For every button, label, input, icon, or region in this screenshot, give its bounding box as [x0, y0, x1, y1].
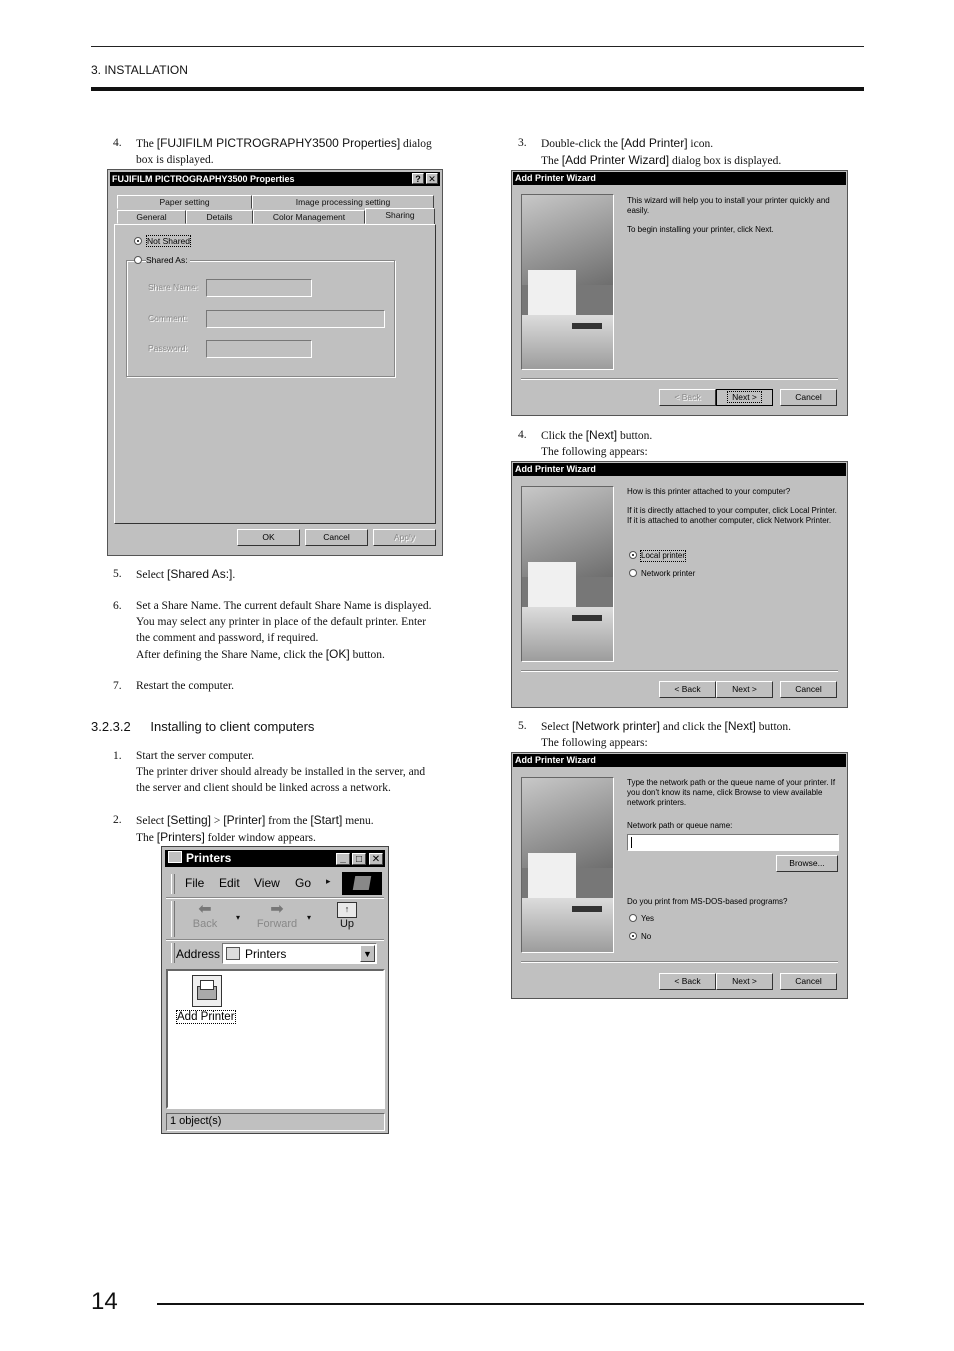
- status-text: 1 object(s): [170, 1115, 222, 1127]
- step-number: 5.: [518, 720, 527, 732]
- wizard-intro-text: This wizard will help you to install your printer quickly and easily.: [627, 196, 830, 215]
- text: from the: [265, 815, 311, 827]
- separator: [521, 961, 838, 963]
- wizard-printer-image: [521, 194, 614, 370]
- password-input[interactable]: [206, 340, 312, 358]
- text: box is displayed.: [136, 154, 214, 166]
- text: After defining the Share Name, click the: [136, 649, 326, 661]
- text: Double-click the: [541, 138, 621, 150]
- back-button[interactable]: < Back: [659, 681, 716, 698]
- toolbar-grip: [171, 901, 175, 937]
- text: menu.: [342, 815, 374, 827]
- shared-as-label: Shared As:: [146, 255, 188, 265]
- dialog-title: FUJIFILM PICTROGRAPHY3500 Properties: [112, 174, 295, 184]
- tab-general[interactable]: General: [117, 210, 186, 224]
- back-button[interactable]: < Back: [659, 389, 716, 406]
- address-label: Address: [176, 947, 221, 961]
- menu-go[interactable]: Go: [295, 876, 312, 890]
- printers-window: [161, 846, 389, 1134]
- add-printer-label[interactable]: Add Printer: [177, 1011, 235, 1023]
- text: .: [232, 569, 236, 581]
- network-path-input[interactable]: [627, 834, 839, 851]
- ms-dos-question: Do you print from MS-DOS-based programs?: [627, 897, 788, 906]
- radio-network-printer[interactable]: [629, 569, 637, 577]
- text: Click the: [541, 430, 586, 442]
- add-printer-wizard-3: [511, 752, 848, 999]
- separator: [166, 897, 384, 899]
- subsection-number: 3.2.3.2: [91, 719, 131, 734]
- step-number: 5.: [113, 568, 122, 580]
- step-number: 7.: [113, 680, 122, 692]
- ui-reference: [OK]: [325, 647, 350, 661]
- text: >: [211, 815, 224, 827]
- comment-label: Comment:: [148, 313, 188, 323]
- text: the server and client should be linked across a network.: [136, 782, 391, 794]
- up-folder-icon: ↑: [337, 902, 357, 918]
- subsection-heading: [91, 719, 314, 734]
- back-label: Back: [192, 918, 218, 930]
- wizard-title: Add Printer Wizard: [515, 464, 596, 474]
- no-label: No: [641, 932, 652, 941]
- wizard-begin-text: To begin installing your printer, click Next.: [627, 225, 774, 234]
- text-cursor: [631, 837, 632, 848]
- step-number: 2.: [113, 814, 122, 826]
- browse-button[interactable]: Browse...: [776, 855, 838, 872]
- cancel-button[interactable]: Cancel: [305, 529, 368, 546]
- ok-button[interactable]: OK: [237, 529, 300, 546]
- forward-dropdown-icon[interactable]: ▾: [307, 913, 312, 922]
- tab-sharing[interactable]: Sharing: [365, 208, 435, 224]
- text: dialog box is displayed.: [669, 155, 782, 167]
- text: The following appears:: [541, 737, 648, 749]
- address-dropdown-icon[interactable]: ▼: [360, 945, 375, 962]
- text: dialog: [400, 138, 432, 150]
- text: The following appears:: [541, 446, 648, 458]
- header-top-rule: [91, 46, 864, 47]
- menu-file[interactable]: File: [185, 876, 205, 890]
- ui-reference: [Network printer]: [571, 719, 661, 733]
- add-printer-wizard-2: [511, 461, 848, 708]
- back-arrow-icon: ⬅: [198, 901, 212, 918]
- address-grip: [171, 943, 175, 963]
- cancel-button[interactable]: Cancel: [780, 973, 837, 990]
- not-shared-label: Not Shared: [147, 236, 190, 246]
- radio-shared-as[interactable]: [134, 256, 142, 264]
- text: button.: [755, 721, 792, 733]
- next-button[interactable]: [716, 389, 773, 406]
- minimize-icon[interactable]: _: [336, 853, 350, 865]
- network-printer-label: Network printer: [641, 569, 696, 578]
- printer-folder-icon: [168, 851, 182, 863]
- footer-rule: [157, 1303, 864, 1305]
- radio-yes[interactable]: [629, 914, 637, 922]
- radio-no[interactable]: [629, 932, 637, 940]
- window-title: Printers: [186, 851, 232, 865]
- wizard-titlebar: [513, 754, 846, 767]
- step-number: 1.: [113, 750, 122, 762]
- text: You may select any printer in place of the default printer. Enter: [136, 616, 427, 628]
- radio-not-shared[interactable]: [134, 237, 142, 245]
- wizard-title: Add Printer Wizard: [515, 173, 596, 183]
- ui-reference: [Next]: [585, 428, 618, 442]
- help-icon[interactable]: ?: [412, 173, 424, 184]
- share-name-input[interactable]: [206, 279, 312, 297]
- text: The: [136, 138, 157, 150]
- wizard-title: Add Printer Wizard: [515, 755, 596, 765]
- ui-reference: [Setting]: [166, 813, 212, 827]
- text: and click the: [660, 721, 725, 733]
- printers-titlebar: [165, 850, 385, 867]
- wizard-printer-image: [521, 486, 614, 662]
- ui-reference: [Next]: [724, 719, 756, 733]
- next-button[interactable]: Next >: [716, 973, 773, 990]
- text: folder window appears.: [204, 832, 316, 844]
- up-button[interactable]: [330, 902, 364, 930]
- back-dropdown-icon[interactable]: ▾: [236, 913, 241, 922]
- text: button.: [349, 649, 385, 661]
- separator: [521, 670, 838, 672]
- menu-view[interactable]: View: [254, 876, 280, 890]
- yes-label: Yes: [641, 914, 655, 923]
- tab-image-processing-setting[interactable]: Image processing setting: [252, 195, 434, 209]
- section-header: 3. INSTALLATION: [91, 63, 188, 77]
- status-bar: [166, 1113, 385, 1131]
- step-number: 3.: [518, 137, 527, 149]
- close-icon[interactable]: ✕: [369, 853, 383, 865]
- text: the comment and password, if required.: [136, 632, 319, 644]
- folder-content-area: [166, 969, 385, 1109]
- share-name-label: Share Name:: [148, 282, 199, 292]
- wizard-instructions: Type the network path or the queue name of your printer. If you don't know its name, click Browse to view available network printers.: [627, 778, 836, 807]
- menu-more-icon[interactable]: ▸: [326, 876, 331, 886]
- text: The printer driver should already be installed in the server, and: [136, 766, 426, 778]
- maximize-icon[interactable]: □: [352, 853, 366, 865]
- step-number: 6.: [113, 600, 122, 612]
- text: Set a Share Name. The current default Share Name is displayed.: [136, 600, 432, 612]
- network-path-label: Network path or queue name:: [627, 821, 733, 830]
- wizard-question: How is this printer attached to your computer?: [627, 487, 791, 496]
- apply-button[interactable]: Apply: [373, 529, 436, 546]
- menu-edit[interactable]: Edit: [219, 876, 240, 890]
- text: The: [136, 832, 157, 844]
- next-label: Next >: [728, 392, 761, 402]
- subsection-title: Installing to client computers: [150, 719, 315, 734]
- radio-local-printer[interactable]: [629, 551, 637, 559]
- ui-reference: [Printers]: [156, 830, 205, 844]
- local-printer-label: Local printer: [641, 551, 686, 560]
- text: button.: [617, 430, 653, 442]
- tab-paper-setting[interactable]: Paper setting: [117, 195, 252, 209]
- text: The: [541, 155, 562, 167]
- next-button[interactable]: Next >: [716, 681, 773, 698]
- ui-reference: [Printer]: [223, 813, 266, 827]
- wizard-explanation: If it is directly attached to your computer, click Local Printer. If it is attached to another computer, click Network Printer.: [627, 506, 837, 525]
- password-label: Password:: [148, 343, 188, 353]
- forward-arrow-icon: ➡: [270, 901, 284, 918]
- ui-reference: [Add Printer]: [620, 136, 688, 150]
- step-number: 4.: [518, 429, 527, 441]
- properties-dialog: [107, 169, 443, 556]
- text: Select: [136, 815, 167, 827]
- wizard-titlebar: [513, 463, 846, 476]
- separator: [521, 378, 838, 380]
- back-button[interactable]: < Back: [659, 973, 716, 990]
- wizard-printer-image: [521, 777, 614, 953]
- ui-reference: [Add Printer Wizard]: [561, 153, 670, 167]
- text: Start the server computer.: [136, 750, 255, 762]
- text: Restart the computer.: [136, 680, 235, 692]
- text: Select: [136, 569, 167, 581]
- header-bottom-rule: [91, 87, 864, 91]
- add-printer-icon[interactable]: [192, 975, 222, 1007]
- add-printer-wizard-1: [511, 170, 848, 416]
- back-button[interactable]: [188, 902, 222, 930]
- menu-grip: [171, 874, 175, 894]
- up-label: Up: [339, 918, 355, 930]
- address-field[interactable]: [222, 943, 377, 964]
- windows-logo-icon: [342, 872, 382, 895]
- wizard-titlebar: [513, 172, 846, 185]
- printer-folder-icon: [226, 947, 240, 960]
- ui-reference: [FUJIFILM PICTROGRAPHY3500 Properties]: [156, 136, 401, 150]
- text: icon.: [687, 138, 714, 150]
- forward-label: Forward: [256, 918, 298, 930]
- forward-button[interactable]: [253, 902, 301, 930]
- cancel-button[interactable]: Cancel: [780, 681, 837, 698]
- tab-details[interactable]: Details: [186, 210, 253, 224]
- text: Select: [541, 721, 572, 733]
- page-number: 14: [91, 1288, 118, 1315]
- comment-input[interactable]: [206, 310, 385, 328]
- tab-color-management[interactable]: Color Management: [253, 210, 365, 224]
- ui-reference: [Shared As:]: [166, 567, 233, 581]
- ui-reference: [Start]: [310, 813, 343, 827]
- separator: [166, 939, 384, 941]
- step-number: 4.: [113, 137, 122, 149]
- close-icon[interactable]: ✕: [426, 173, 438, 184]
- dialog-titlebar: [110, 172, 440, 186]
- address-value: Printers: [245, 947, 287, 961]
- cancel-button[interactable]: Cancel: [780, 389, 837, 406]
